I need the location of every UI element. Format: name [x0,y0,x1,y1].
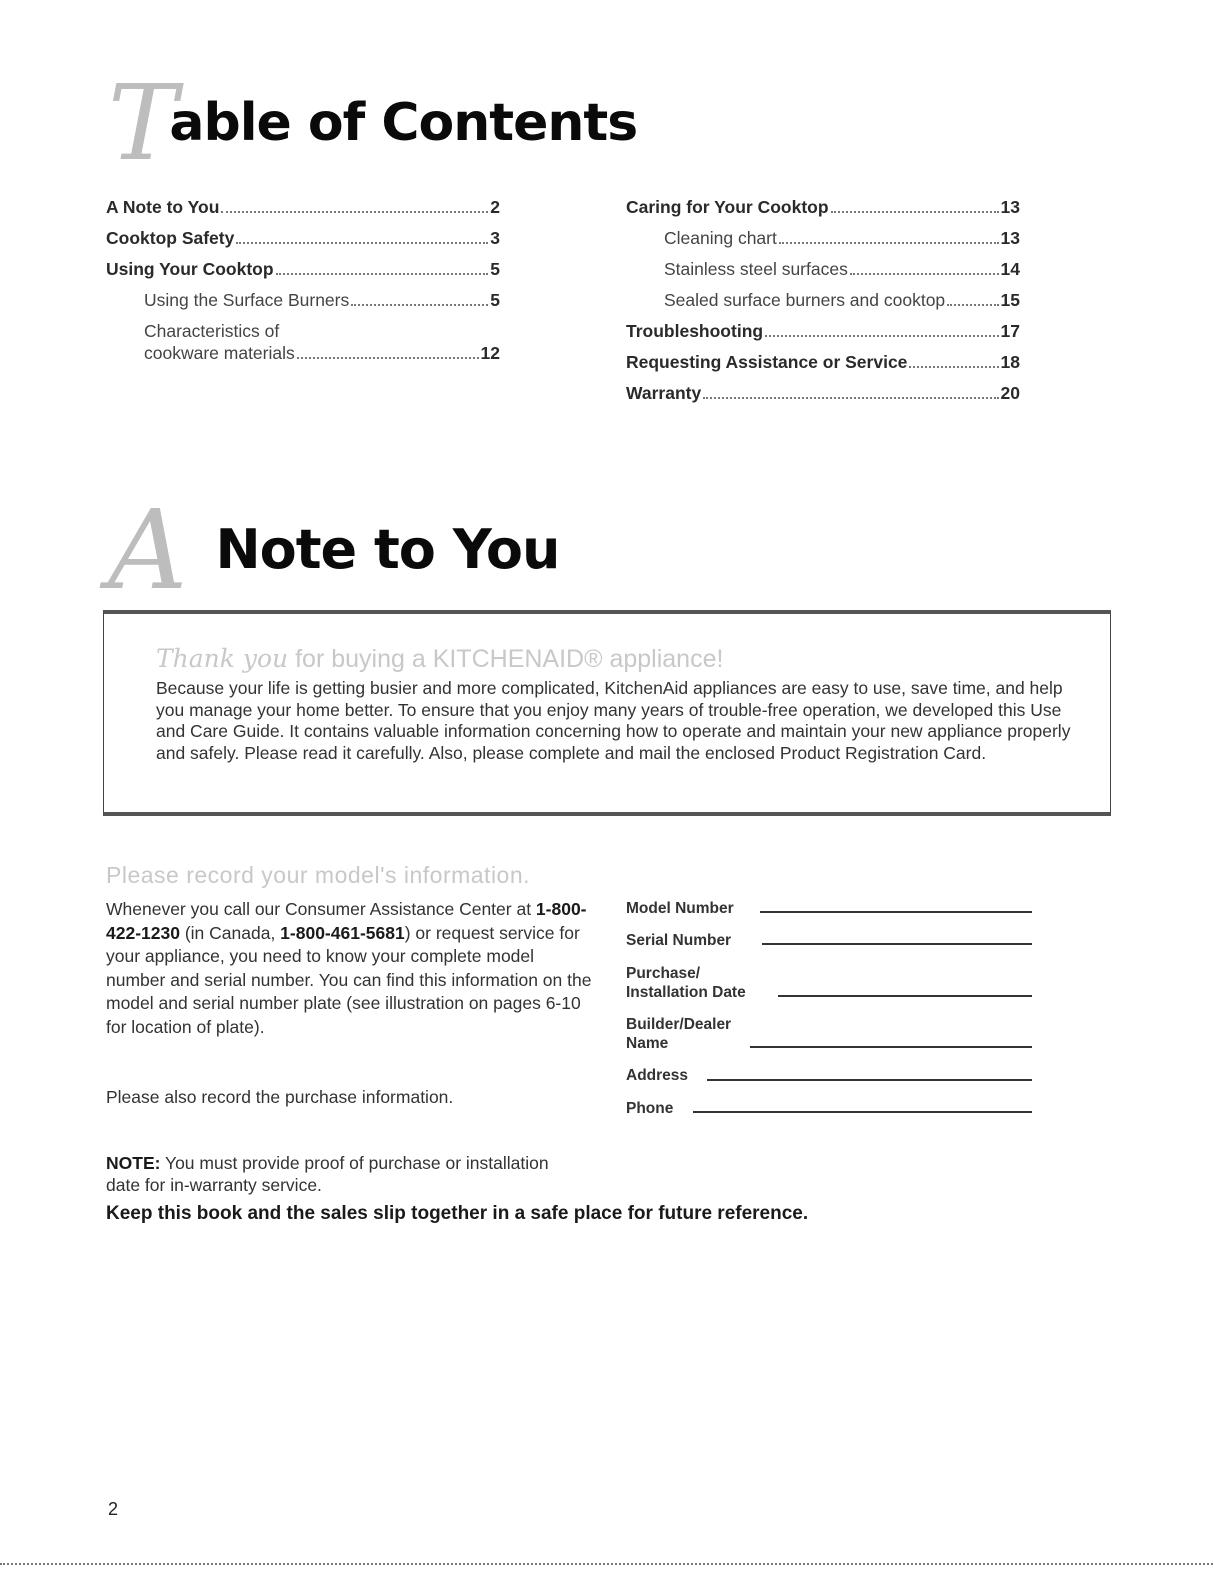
toc-leader-dots [351,303,488,306]
toc-entry-label: Cooktop Safety [106,228,235,248]
record-body-text-3: ) or request service for your appliance, you need to know your complete model number and serial number. You can find this information on the model and serial number plate (see illustration on pages 6-10 for location of plate). [106,922,592,1037]
toc-entry-label: Troubleshooting [626,321,764,341]
serial-number-field[interactable] [762,943,1032,945]
page-number: 2 [108,1499,119,1519]
toc-entry-label: A Note to You [106,197,220,217]
note-label: NOTE: [106,1153,161,1173]
record-also: Please also record the purchase information. [106,1087,454,1107]
address-field[interactable] [707,1079,1032,1081]
toc-entry-label: Stainless steel surfaces [664,259,848,279]
toc-entry-label: Using the Surface Burners [144,290,350,310]
toc-heading-initial: T [108,62,178,184]
serial-number-label: Serial Number [626,932,732,949]
note-text: You must provide proof of purchase or installation date for in-warranty service. [106,1153,549,1195]
toc-leader-dots [236,241,488,244]
toc-leader-dots [831,210,999,213]
toc-entry-label: Cleaning chart [664,228,777,248]
toc-entry-page: 20 [1000,383,1020,403]
toc-left-column [106,197,500,374]
toc-entry[interactable] [626,197,1020,228]
builder-name-label: Name [626,1035,669,1052]
installation-date-label: Installation Date [626,984,746,1001]
toc-entry[interactable] [626,259,1020,290]
toc-entry-label: cookware materials [144,343,295,363]
installation-date-field[interactable] [778,995,1032,997]
warranty-note [106,1152,566,1196]
toc-leader-dots [297,356,479,359]
toc-entry-label: Sealed surface burners and cooktop [664,290,946,310]
toc-leader-dots [909,365,998,368]
toc-entry-page: 13 [1000,228,1020,248]
model-number-label: Model Number [626,900,734,917]
record-body-text-2: (in Canada, [179,922,281,943]
thank-you-body: Because your life is getting busier and more complicated, KitchenAid appliances are easy to use, save time, and help you manage your home better. To ensure that you enjoy many years of trouble-free operation, we developed this Use and Care Guide. It contains valuable information concerning how to operate and maintain your new appliance properly and safely. Please read it carefully. Also, please complete and mail the enclosed Product Registration Card. [156,678,1071,764]
toc-entry[interactable] [626,290,1020,321]
toc-entry-label: Using Your Cooktop [106,259,274,279]
toc-entry-page: 3 [490,228,500,248]
toc-entry-page: 18 [1000,352,1020,372]
toc-entry-page: 14 [1000,259,1020,279]
toc-entry-page: 15 [1000,290,1020,310]
model-number-field[interactable] [760,911,1032,913]
thank-you-script: Thank you [156,644,289,673]
note-heading [108,486,560,614]
builder-dealer-label: Builder/Dealer [626,1016,732,1033]
toc-entry[interactable] [626,352,1020,383]
toc-entry[interactable] [626,228,1020,259]
toc-entry[interactable] [626,321,1020,352]
toc-leader-dots [221,210,488,213]
toc-leader-dots [947,303,998,306]
toc-entry-label: Caring for Your Cooktop [626,197,829,217]
phone-field[interactable] [693,1111,1032,1113]
toc-entry-label: Requesting Assistance or Service [626,352,908,372]
toc-entry-page: 2 [490,197,500,217]
address-label: Address [626,1067,689,1084]
builder-dealer-name-field[interactable] [750,1046,1032,1048]
bottom-rule [0,1563,1213,1565]
keep-book-notice: Keep this book and the sales slip together in a safe place for future reference. [106,1203,809,1224]
toc-entry[interactable] [106,343,500,374]
toc-entry[interactable] [106,228,500,259]
note-heading-initial: A [108,486,188,614]
toc-entry-page: 5 [490,259,500,279]
toc-leader-dots [779,241,999,244]
thank-you-heading [156,644,723,674]
toc-entry[interactable] [106,197,500,228]
toc-entry[interactable] [106,321,500,343]
toc-entry-page: 17 [1000,321,1020,341]
us-phone-number: 1-800-422-1230 [106,899,587,943]
toc-entry-page: 12 [480,343,500,363]
toc-entry[interactable] [626,383,1020,414]
canada-phone-number: 1-800-461-5681 [280,922,405,943]
toc-leader-dots [276,272,489,275]
record-body-text-1: Whenever you call our Consumer Assistance Center at [106,899,536,919]
toc-right-column [626,197,1020,414]
purchase-label: Purchase/ [626,965,701,982]
record-heading: Please record your model's information. [106,862,531,888]
toc-leader-dots [703,396,998,399]
toc-entry-page: 5 [490,290,500,310]
toc-leader-dots [850,272,999,275]
toc-entry[interactable] [106,290,500,321]
toc-leader-dots [765,334,998,337]
toc-heading [108,62,638,184]
toc-entry-page: 13 [1000,197,1020,217]
toc-heading-text: able of Contents [169,93,638,153]
phone-label: Phone [626,1100,674,1117]
thank-you-box [103,610,1111,816]
toc-entry-label: Characteristics of [144,321,280,341]
note-heading-text: Note to You [215,518,560,581]
toc-entry-label: Warranty [626,383,702,403]
record-body [106,898,596,1040]
thank-you-rest: for buying a KITCHENAID® appliance! [288,645,724,673]
toc-entry[interactable] [106,259,500,290]
